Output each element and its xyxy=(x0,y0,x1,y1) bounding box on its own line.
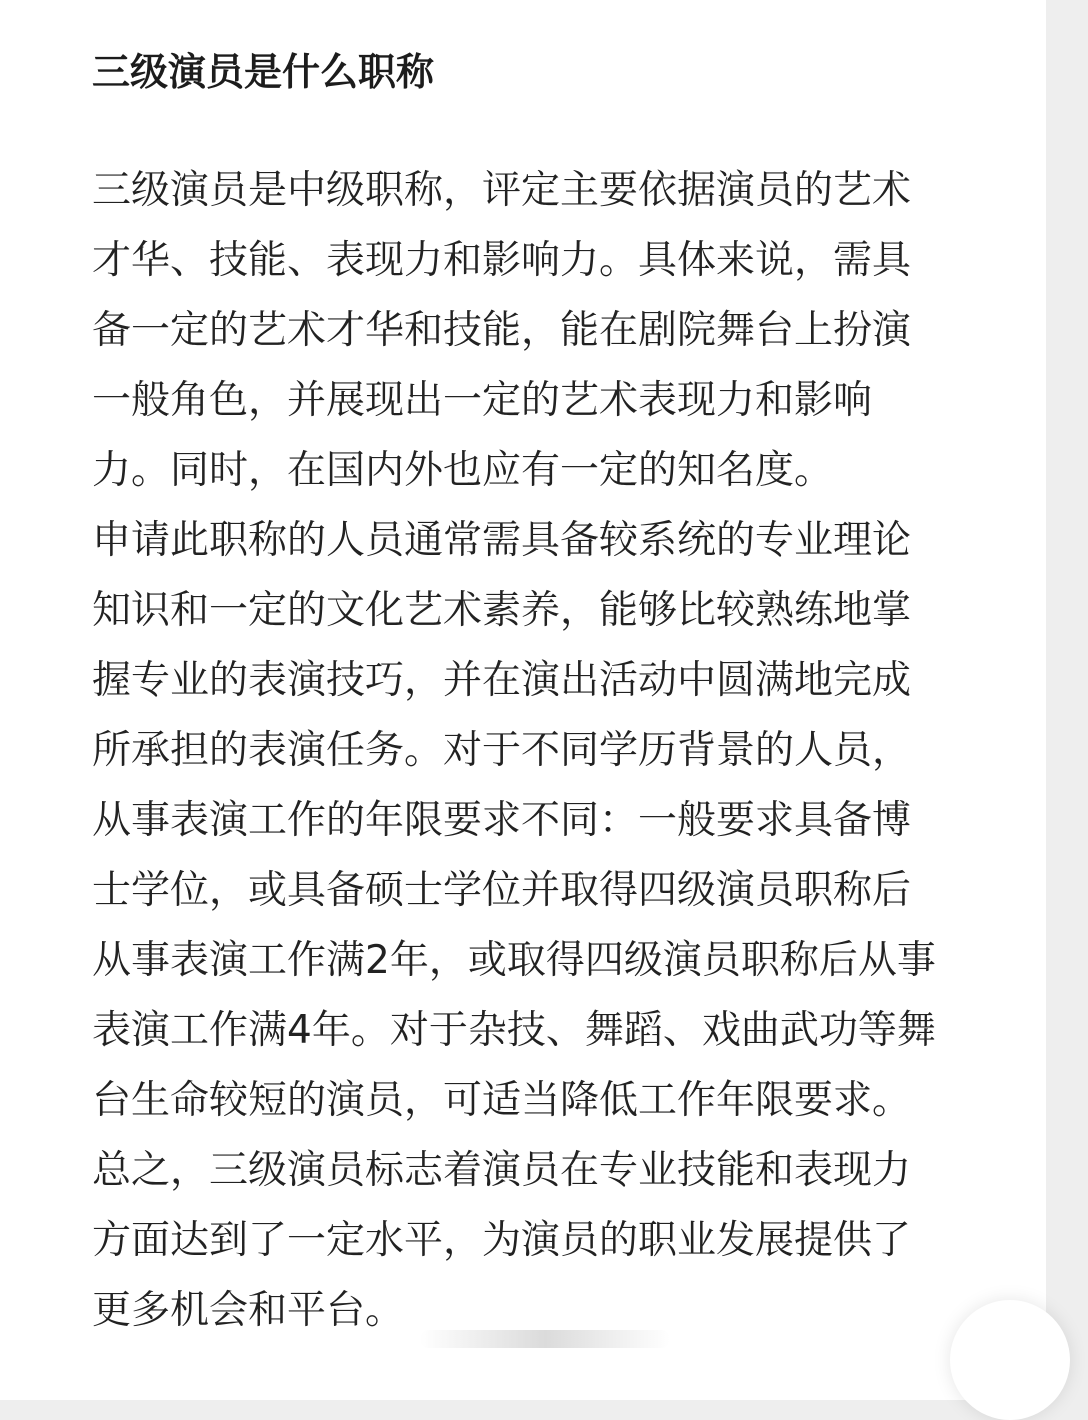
answer-line: 从事表演工作的年限要求不同：一般要求具备博 xyxy=(92,798,912,843)
question-title: 三级演员是什么职称 xyxy=(92,50,435,94)
answer-line: 申请此职称的人员通常需具备较系统的专业理论 xyxy=(92,518,912,563)
answer-line: 更多机会和平台。 xyxy=(92,1288,405,1333)
answer-line: 力。同时，在国内外也应有一定的知名度。 xyxy=(92,448,834,493)
answer-line: 总之，三级演员标志着演员在专业技能和表现力 xyxy=(92,1148,912,1193)
answer-body xyxy=(92,156,1002,1346)
answer-line: 从事表演工作满2年，或取得四级演员职称后从事 xyxy=(92,938,936,983)
answer-line: 三级演员是中级职称，评定主要依据演员的艺术 xyxy=(92,168,912,213)
answer-line: 所承担的表演任务。对于不同学历背景的人员， xyxy=(92,728,912,773)
answer-line: 备一定的艺术才华和技能，能在剧院舞台上扮演 xyxy=(92,308,912,353)
answer-line: 方面达到了一定水平，为演员的职业发展提供了 xyxy=(92,1218,912,1263)
answer-line: 士学位，或具备硕士学位并取得四级演员职称后 xyxy=(92,868,912,913)
answer-line: 表演工作满4年。对于杂技、舞蹈、戏曲武功等舞 xyxy=(92,1008,936,1053)
answer-line: 知识和一定的文化艺术素养，能够比较熟练地掌 xyxy=(92,588,912,633)
answer-line: 才华、技能、表现力和影响力。具体来说，需具 xyxy=(92,238,912,283)
answer-line: 台生命较短的演员，可适当降低工作年限要求。 xyxy=(92,1078,912,1123)
answer-line: 一般角色，并展现出一定的艺术表现力和影响 xyxy=(92,378,873,423)
answer-line: 握专业的表演技巧，并在演出活动中圆满地完成 xyxy=(92,658,912,703)
floating-action-button[interactable] xyxy=(950,1300,1070,1420)
blurred-overlay xyxy=(420,1330,670,1348)
